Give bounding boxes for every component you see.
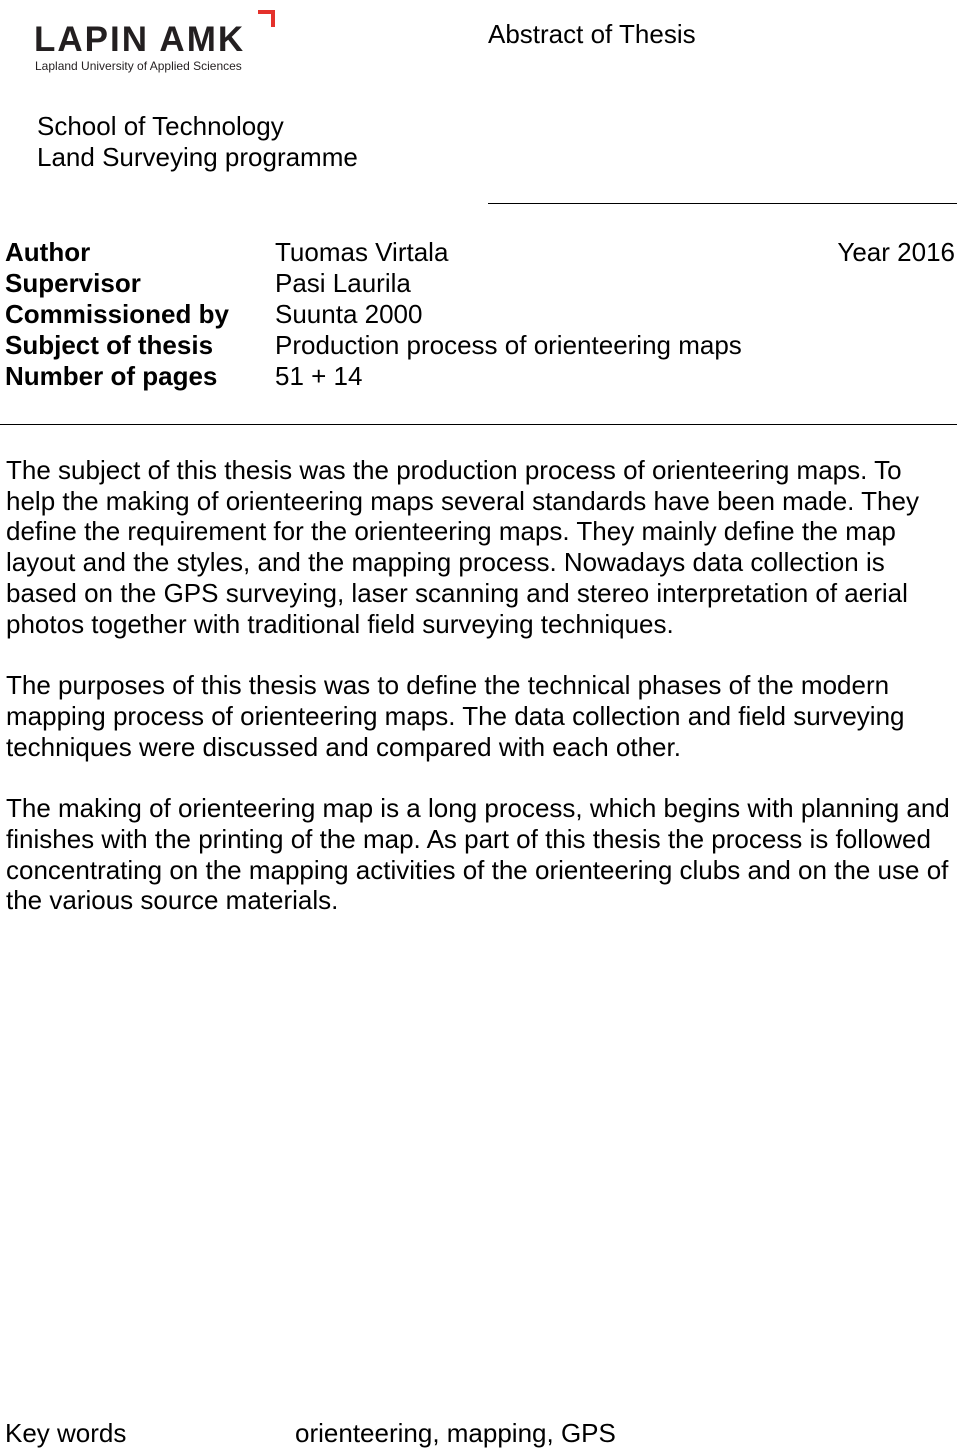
subject-label: Subject of thesis xyxy=(5,330,214,360)
abstract-paragraph: The subject of this thesis was the production process of orienteering maps. To help the making of orienteering maps several standards have been made. They define the requirement for the orienteering maps. They mainly define the map layout and the styles, and the mapping process. Nowadays data collection is based on the GPS surveying, laser scanning and stereo interpretation of aerial photos together with traditional field surveying techniques. xyxy=(6,455,919,639)
subject-value: Production process of orienteering maps xyxy=(275,330,742,360)
info-row-author xyxy=(5,237,955,268)
school-name: School of Technology xyxy=(37,111,284,141)
abstract-paragraph: The making of orienteering map is a long process, which begins with planning and finishes with the printing of the map. As part of this thesis the process is followed concentrating on the mapping activities of the orienteering clubs and on the use of the various source materials. xyxy=(6,793,950,916)
header-divider xyxy=(488,203,957,204)
abstract-body xyxy=(6,455,956,947)
info-divider xyxy=(0,424,957,425)
programme-name: Land Surveying programme xyxy=(37,142,358,172)
school-block xyxy=(37,111,358,173)
pages-label: Number of pages xyxy=(5,361,218,391)
commissioned-label: Commissioned by xyxy=(5,299,229,329)
year-value: Year 2016 xyxy=(837,237,955,267)
university-logo xyxy=(34,8,284,78)
logo-subtitle: Lapland University of Applied Sciences xyxy=(35,59,242,73)
info-row-pages xyxy=(5,361,955,392)
logo-wordmark: LAPIN AMK xyxy=(34,20,246,59)
keywords-row xyxy=(5,1418,955,1449)
supervisor-label: Supervisor xyxy=(5,268,141,298)
thesis-info-table xyxy=(5,237,955,392)
info-row-commissioned xyxy=(5,299,955,330)
keywords-label: Key words xyxy=(5,1418,127,1448)
supervisor-value: Pasi Laurila xyxy=(275,268,411,298)
keywords-value: orienteering, mapping, GPS xyxy=(295,1418,616,1448)
logo-corner-mark xyxy=(256,10,276,30)
pages-value: 51 + 14 xyxy=(275,361,363,391)
author-value: Tuomas Virtala xyxy=(275,237,449,267)
abstract-paragraph: The purposes of this thesis was to define the technical phases of the modern mapping process of orienteering maps. The data collection and field surveying techniques were discussed and compared with each other. xyxy=(6,670,905,762)
document-type-title: Abstract of Thesis xyxy=(488,19,696,49)
author-label: Author xyxy=(5,237,91,267)
info-row-subject xyxy=(5,330,955,361)
commissioned-value: Suunta 2000 xyxy=(275,299,423,329)
info-row-supervisor xyxy=(5,268,955,299)
